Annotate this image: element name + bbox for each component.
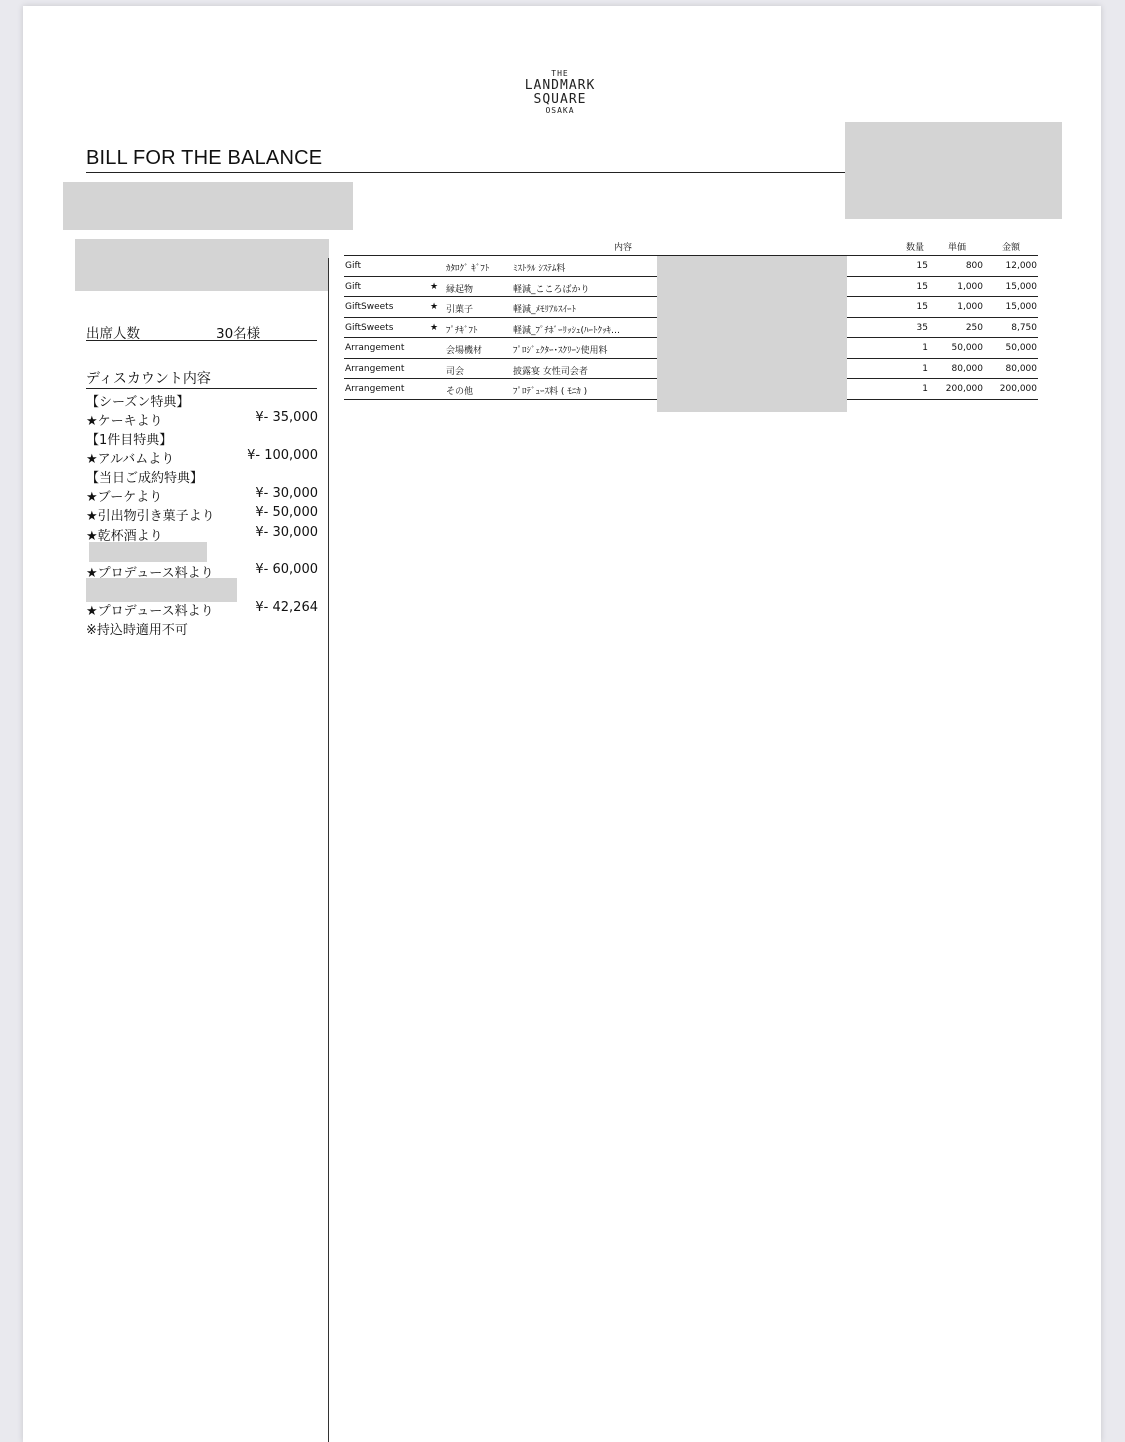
redacted-block-left-panel bbox=[75, 239, 329, 291]
attendance-value: 30名様 bbox=[216, 326, 261, 342]
cell-qty: 1 bbox=[922, 343, 928, 353]
title-divider bbox=[86, 172, 845, 173]
cell-description: 披露宴 女性司会者 bbox=[513, 366, 588, 377]
cell-description: 軽減_こころばかり bbox=[513, 284, 590, 295]
discount-label: ★ブーケより bbox=[86, 490, 163, 505]
cell-type: ｶﾀﾛｸﾞ ｷﾞﾌﾄ bbox=[446, 264, 490, 274]
cell-category: GiftSweets bbox=[345, 322, 394, 333]
redacted-block-discount-1 bbox=[89, 542, 207, 562]
discount-amount: ¥- 30,000 bbox=[255, 486, 318, 501]
venue-logo bbox=[505, 70, 615, 116]
discount-label: ★プロデュース料より bbox=[86, 604, 214, 619]
cell-star: ★ bbox=[430, 281, 439, 292]
discount-label: ★引出物引き菓子より bbox=[86, 509, 215, 524]
discount-amount: ¥- 42,264 bbox=[255, 600, 318, 615]
cell-star: ★ bbox=[430, 322, 439, 333]
cell-unit-price: 80,000 bbox=[951, 363, 983, 374]
cell-unit-price: 50,000 bbox=[951, 343, 983, 353]
cell-type: ﾌﾟﾁｷﾞﾌﾄ bbox=[446, 325, 478, 336]
cell-category: Gift bbox=[345, 261, 362, 271]
header-content: 内容 bbox=[614, 243, 633, 253]
cell-qty: 35 bbox=[916, 322, 928, 333]
discount-amount: ¥- 30,000 bbox=[255, 525, 318, 540]
cell-qty: 1 bbox=[922, 363, 928, 374]
discount-line bbox=[86, 600, 318, 618]
cell-amount: 50,000 bbox=[1005, 343, 1037, 353]
discount-label: 【当日ご成約特典】 bbox=[86, 471, 204, 486]
cell-unit-price: 250 bbox=[965, 322, 983, 333]
page-title: BILL FOR THE BALANCE bbox=[86, 147, 323, 169]
cell-description: 軽減_ﾒﾓﾘｱﾙｽｲｰﾄ bbox=[513, 305, 577, 315]
cell-category: GiftSweets bbox=[345, 302, 394, 312]
header-qty: 数量 bbox=[906, 243, 925, 253]
cell-description: ﾌﾟﾛﾃﾞｭｰｽ料 ( ﾓﾆｶ ) bbox=[513, 387, 588, 397]
cell-amount: 80,000 bbox=[1005, 363, 1037, 374]
logo-line-osaka: OSAKA bbox=[545, 106, 575, 116]
cell-description: ﾐｽﾄﾗﾙ ｼｽﾃﾑ料 bbox=[513, 264, 566, 274]
cell-amount: 15,000 bbox=[1005, 281, 1037, 292]
discount-amount: ¥- 100,000 bbox=[247, 448, 318, 463]
cell-qty: 15 bbox=[916, 281, 928, 292]
discount-amount: ¥- 60,000 bbox=[255, 562, 318, 577]
discount-label: ★ケーキより bbox=[86, 414, 163, 429]
attendance-row bbox=[86, 322, 317, 341]
cell-category: Arrangement bbox=[345, 384, 405, 394]
cell-unit-price: 800 bbox=[965, 261, 983, 271]
discount-line bbox=[86, 562, 318, 580]
redacted-block-discount-2 bbox=[86, 578, 237, 602]
discount-line bbox=[86, 505, 318, 523]
attendance-label: 出席人数 bbox=[86, 326, 140, 342]
discount-amount: ¥- 35,000 bbox=[255, 410, 318, 425]
cell-qty: 1 bbox=[922, 384, 928, 394]
discount-line bbox=[86, 391, 318, 409]
discount-line bbox=[86, 525, 318, 543]
logo-line-square: SQUARE bbox=[533, 92, 587, 108]
discount-line bbox=[86, 429, 318, 447]
discount-line bbox=[86, 448, 318, 466]
header-amount: 金額 bbox=[1002, 243, 1021, 253]
discount-label: ★乾杯酒より bbox=[86, 529, 163, 544]
cell-type: 縁起物 bbox=[446, 284, 474, 295]
discount-line bbox=[86, 410, 318, 428]
logo-line-landmark: LANDMARK bbox=[524, 77, 596, 93]
redacted-block-under-title bbox=[63, 182, 353, 230]
cell-description: ﾌﾟﾛｼﾞｪｸﾀｰ･ｽｸﾘｰﾝ使用料 bbox=[513, 346, 608, 356]
discount-label: 【1件目特典】 bbox=[86, 433, 173, 448]
discount-label: ★アルバムより bbox=[86, 452, 175, 467]
cell-unit-price: 1,000 bbox=[957, 281, 983, 292]
redacted-block-table-overlay bbox=[657, 256, 847, 412]
cell-type: その他 bbox=[446, 387, 474, 397]
cell-unit-price: 1,000 bbox=[957, 302, 983, 312]
discount-line bbox=[86, 619, 318, 637]
cell-type: 司会 bbox=[446, 366, 465, 377]
header-unit-price: 単価 bbox=[948, 243, 967, 253]
cell-description: 軽減_ﾌﾟﾁﾎﾞｰﾘｯｼｭ(ﾊｰﾄｸｯｷ… bbox=[513, 325, 621, 336]
cell-category: Arrangement bbox=[345, 363, 405, 374]
discount-label: ★プロデュース料より bbox=[86, 566, 214, 581]
discount-amount: ¥- 50,000 bbox=[255, 505, 318, 520]
cell-type: 引菓子 bbox=[446, 305, 474, 315]
cell-amount: 12,000 bbox=[1005, 261, 1037, 271]
cell-unit-price: 200,000 bbox=[945, 384, 983, 394]
cell-category: Gift bbox=[345, 281, 362, 292]
discount-label: 【シーズン特典】 bbox=[86, 395, 190, 410]
cell-star: ★ bbox=[430, 302, 439, 312]
discount-line bbox=[86, 467, 318, 485]
cell-amount: 8,750 bbox=[1011, 322, 1037, 333]
discount-line bbox=[86, 486, 318, 504]
redacted-block-top-right bbox=[845, 122, 1062, 219]
cell-category: Arrangement bbox=[345, 343, 405, 353]
cell-amount: 200,000 bbox=[999, 384, 1037, 394]
discount-label: ※持込時適用不可 bbox=[86, 623, 188, 638]
cell-qty: 15 bbox=[916, 261, 928, 271]
discount-heading: ディスカウント内容 bbox=[86, 368, 317, 389]
column-divider bbox=[328, 258, 329, 1442]
cell-qty: 15 bbox=[916, 302, 928, 312]
cell-amount: 15,000 bbox=[1005, 302, 1037, 312]
logo-line-the: THE bbox=[551, 69, 569, 78]
cell-type: 会場機材 bbox=[446, 346, 483, 356]
